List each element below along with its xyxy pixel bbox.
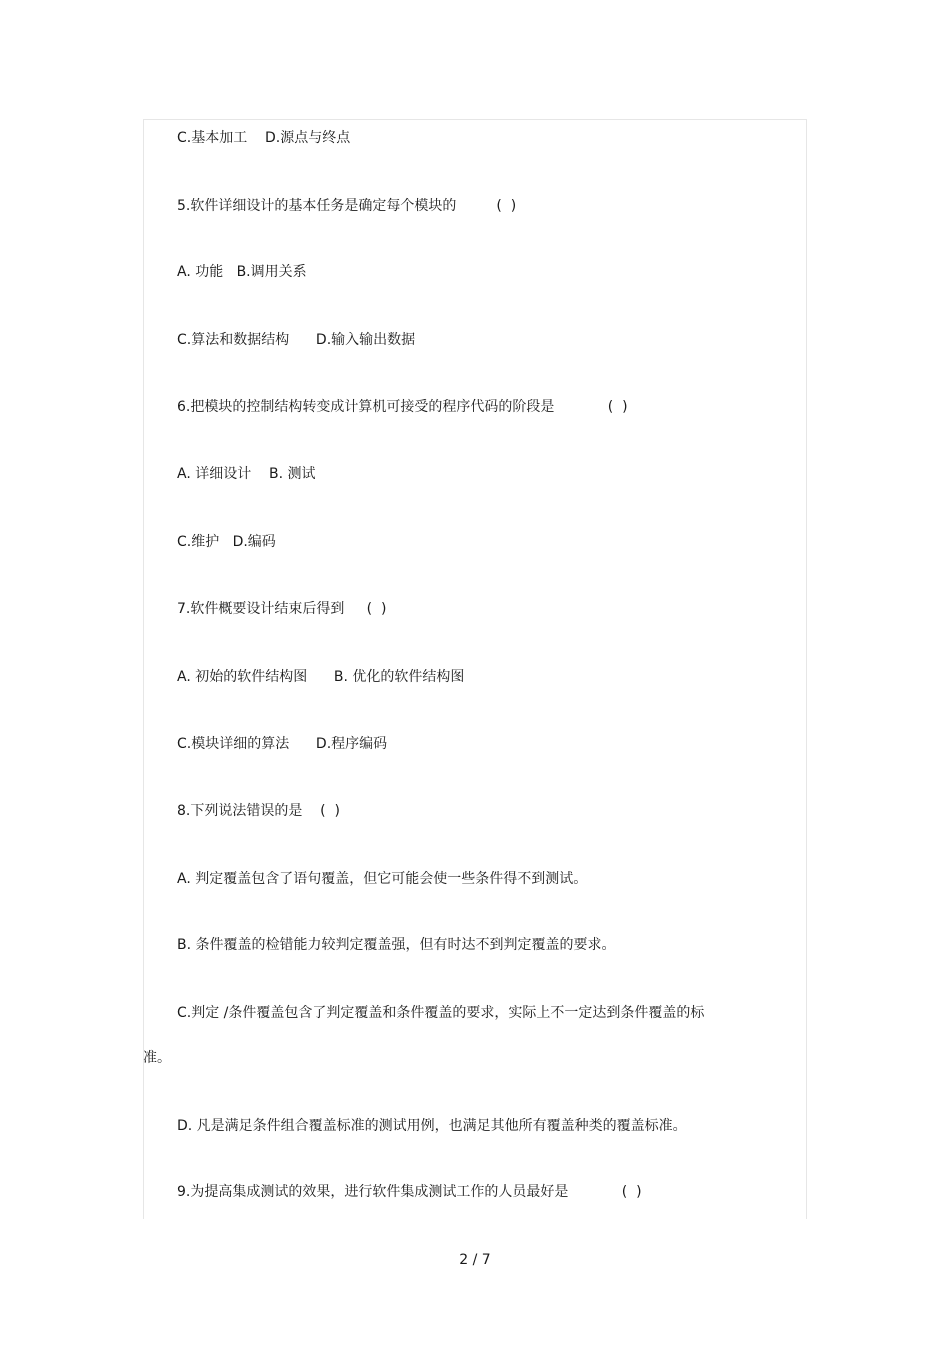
option-line-6cd: C.维护 D.编码 [177,534,276,550]
option-8c: C.判定 /条件覆盖包含了判定覆盖和条件覆盖的要求，实际上不一定达到条件覆盖的标 [177,1005,705,1021]
question-8: 8.下列说法错误的是 ( ) [177,803,340,819]
question-5: 5.软件详细设计的基本任务是确定每个模块的 ( ) [177,198,517,214]
question-6: 6.把模块的控制结构转变成计算机可接受的程序代码的阶段是 ( ) [177,399,628,415]
question-9: 9.为提高集成测试的效果，进行软件集成测试工作的人员最好是 ( ) [177,1184,642,1200]
option-line-7ab: A. 初始的软件结构图 B. 优化的软件结构图 [177,669,465,685]
option-8c-continuation: 准。 [143,1050,171,1066]
page-number: 2 / 7 [459,1252,491,1268]
option-8d: D. 凡是满足条件组合覆盖标准的测试用例，也满足其他所有覆盖种类的覆盖标准。 [177,1118,687,1134]
option-line-5ab: A. 功能 B.调用关系 [177,264,307,280]
question-7: 7.软件概要设计结束后得到 ( ) [177,601,387,617]
option-8a: A. 判定覆盖包含了语句覆盖，但它可能会使一些条件得不到测试。 [177,871,588,887]
option-line-6ab: A. 详细设计 B. 测试 [177,466,316,482]
option-line-7cd: C.模块详细的算法 D.程序编码 [177,736,388,752]
option-line-5cd: C.算法和数据结构 D.输入输出数据 [177,332,416,348]
option-8b: B. 条件覆盖的检错能力较判定覆盖强，但有时达不到判定覆盖的要求。 [177,937,616,953]
option-line-4cd: C.基本加工 D.源点与终点 [177,130,351,146]
